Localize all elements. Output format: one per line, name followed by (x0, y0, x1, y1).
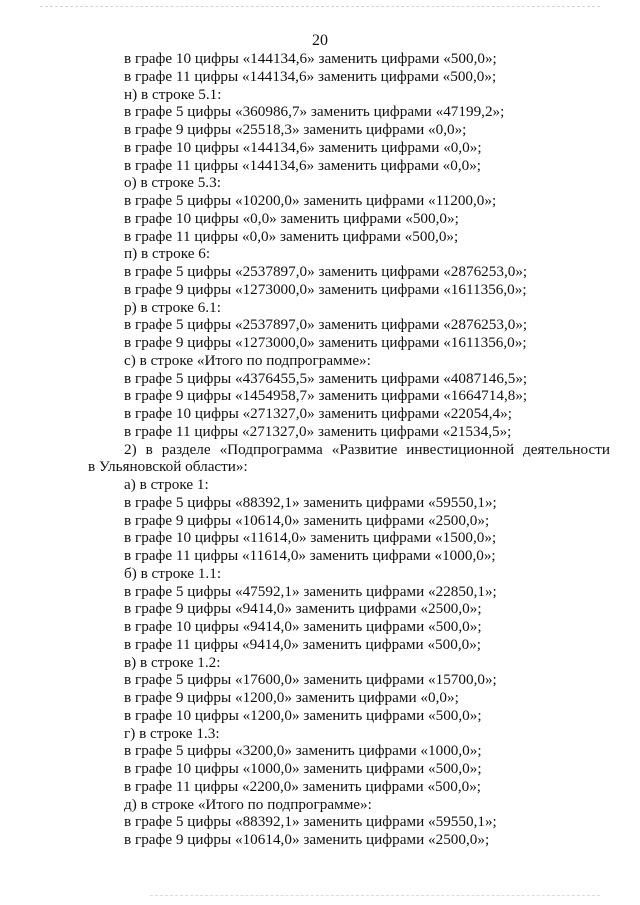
text-line: в графе 9 цифры «10614,0» заменить цифрами «2500,0»; (124, 511, 490, 529)
text-line: в Ульяновской области»: (88, 458, 248, 476)
document-body (88, 50, 610, 849)
text-line: в графе 5 цифры «10200,0» заменить цифрами «11200,0»; (124, 192, 497, 209)
text-line: в графе 11 цифры «11614,0» заменить цифрами «1000,0»; (124, 547, 496, 564)
text-line: г) в строке 1.3: (124, 724, 220, 742)
text-line: р) в строке 6.1: (124, 298, 221, 316)
page-number: 20 (312, 32, 328, 49)
text-line: в графе 9 цифры «9414,0» заменить цифрами «2500,0»; (124, 600, 482, 618)
text-line: в графе 9 цифры «1454958,7» заменить цифрами «1664714,8»; (124, 387, 528, 405)
text-line: в графе 9 цифры «10614,0» заменить цифрами «2500,0»; (124, 831, 490, 848)
text-line: в графе 5 цифры «88392,1» заменить цифрами «59550,1»; (124, 813, 497, 831)
text-line: 2) в разделе «Подпрограмма «Развитие инвестиционной деятельности (124, 440, 610, 458)
text-line: н) в строке 5.1: (124, 85, 222, 103)
text-line: в графе 5 цифры «17600,0» заменить цифрами «15700,0»; (124, 671, 497, 689)
text-line: в графе 11 цифры «2200,0» заменить цифрами «500,0»; (124, 777, 482, 795)
text-line: в графе 11 цифры «9414,0» заменить цифрами «500,0»; (124, 635, 482, 653)
text-line: в графе 5 цифры «4376455,5» заменить цифрами «4087146,5»; (124, 369, 528, 387)
text-line: в графе 5 цифры «2537897,0» заменить цифрами «2876253,0»; (124, 316, 528, 334)
scan-artifact-top (40, 6, 600, 8)
text-line: в графе 10 цифры «144134,6» заменить цифрами «500,0»; (124, 50, 497, 67)
text-line: в графе 11 цифры «144134,6» заменить цифрами «500,0»; (124, 67, 497, 85)
text-line: в графе 10 цифры «144134,6» заменить цифрами «0,0»; (124, 138, 482, 156)
text-line: о) в строке 5.3: (124, 174, 221, 192)
text-line: в графе 9 цифры «1273000,0» заменить цифрами «1611356,0»; (124, 280, 527, 298)
text-line: в графе 10 цифры «271327,0» заменить цифрами «22054,4»; (124, 405, 512, 422)
text-line: в графе 9 цифры «25518,3» заменить цифрами «0,0»; (124, 121, 467, 138)
text-line: д) в строке «Итого по подпрограмме»: (124, 795, 372, 813)
text-line: в графе 10 цифры «0,0» заменить цифрами «500,0»; (124, 209, 459, 227)
text-line: в графе 5 цифры «360986,7» заменить цифрами «47199,2»; (124, 103, 505, 121)
text-line: в графе 11 цифры «0,0» заменить цифрами «500,0»; (124, 227, 459, 245)
text-line: а) в строке 1: (124, 476, 209, 493)
text-line: в графе 10 цифры «9414,0» заменить цифрами «500,0»; (124, 618, 482, 635)
text-line: п) в строке 6: (124, 245, 211, 263)
scan-artifact-bottom (150, 895, 600, 897)
text-line: в графе 5 цифры «3200,0» заменить цифрами «1000,0»; (124, 742, 482, 760)
text-line: в графе 5 цифры «47592,1» заменить цифрами «22850,1»; (124, 582, 497, 600)
text-line: в графе 9 цифры «1273000,0» заменить цифрами «1611356,0»; (124, 334, 527, 351)
text-line: в графе 9 цифры «1200,0» заменить цифрами «0,0»; (124, 689, 459, 706)
text-line: с) в строке «Итого по подпрограмме»: (124, 351, 371, 369)
text-line: в графе 10 цифры «1200,0» заменить цифрами «500,0»; (124, 706, 482, 724)
text-line: в графе 5 цифры «2537897,0» заменить цифрами «2876253,0»; (124, 263, 528, 280)
text-line: в графе 10 цифры «1000,0» заменить цифрами «500,0»; (124, 760, 482, 777)
text-line: в графе 11 цифры «271327,0» заменить цифрами «21534,5»; (124, 422, 512, 440)
text-line: в графе 5 цифры «88392,1» заменить цифрами «59550,1»; (124, 493, 497, 511)
text-line: б) в строке 1.1: (124, 564, 222, 582)
text-line: в) в строке 1.2: (124, 653, 221, 671)
text-line: в графе 11 цифры «144134,6» заменить цифрами «0,0»; (124, 156, 482, 174)
text-line: в графе 10 цифры «11614,0» заменить цифрами «1500,0»; (124, 529, 497, 547)
